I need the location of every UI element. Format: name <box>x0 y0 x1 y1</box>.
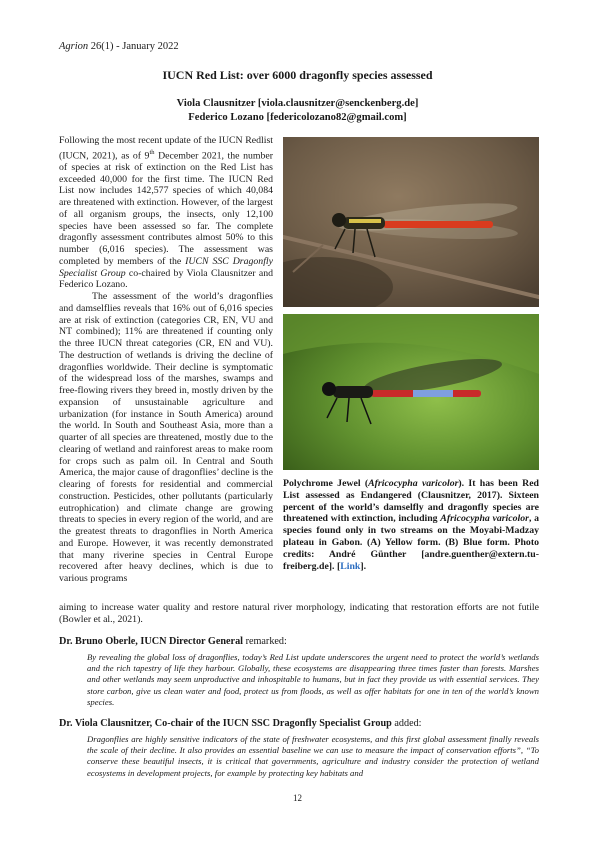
body-column <box>59 135 273 585</box>
caption-part-c: , a species found only in two streams on the Moyabi-Madzay plateau in Gabon. (A) Yellow form. (B) Blue form. Photo credits: André Günther [andre.guenther@extern.tu-freiberg.de]. [ <box>283 513 540 572</box>
figure-caption <box>283 478 539 572</box>
quote-2-verb: added: <box>391 718 422 729</box>
caption-link[interactable]: Link <box>340 560 361 572</box>
issue-info: 26(1) - January 2022 <box>88 41 179 52</box>
photo-yellow-form <box>283 137 539 307</box>
specialist-group-name: IUCN SSC Dragonfly Specialist Group <box>59 255 273 279</box>
journal-name: Agrion <box>59 41 89 52</box>
paragraph-1-part-b: December 2021, the number of species at risk of extinction on the Red List has exceeded 40,000 for the first time. The IUCN Red List now includes 142,577 species of which 40,084 are threatened with extinction. However, of the largest of all organism groups, the insects, only 12,100 species have been assessed so far. The complete dragonfly assessment contributes almost 50% to this number (6,016 species). The assessment was completed by members of the <box>59 150 273 267</box>
photo-blue-form <box>283 314 539 470</box>
date-superscript: th <box>149 148 155 156</box>
caption-species-name-2: Africocypha varicolor <box>440 513 529 525</box>
caption-part-d: ]. <box>360 560 367 572</box>
quote-1-speaker: Dr. Bruno Oberle, IUCN Director General <box>59 636 244 647</box>
page-number: 12 <box>293 793 302 803</box>
quote-2-text: Dragonflies are highly sensitive indicators of the state of freshwater ecosystems, and this first global assessment finally reveals the scale of their decline. It also provides an essential baseline we can use to measure the impact of conservation efforts”, “To conserve these beautiful insects, it is critical that governments, agriculture and industry consider the protection of wetland ecosystems in development projects, for example by protecting key habitats and <box>87 734 539 778</box>
paragraph-2: The assessment of the world’s dragonflies and damselflies reveals that 16% out of 6,016 species are at risk of extinction (categories CR, EN, VU and NT combined); 11% are threatened if counting only the three IUCN threat categories (CR, EN and VU). The destruction of wetlands is driving the decline of dragonflies worldwide. Their decline is symptomatic of the widespread loss of the marshes, swamps and free-flowing rivers they breed in, mostly driven by the expansion of unsustainable agriculture and urbanization (for instance in South America) around the world. In South and Southeast Asia, more than a quarter of all species are threatened, mostly due to the clearing of wetland and rainforest areas to make room for crops such as palm oil. In Central and South America, the major cause of dragonflies’ decline is the clearing of forests for residential and commercial construction. Pesticides, other pollutants (particularly eutrophication) and climate change are growing threats to species in every region of the world, and are the greatest threats to dragonflies in North America and Europe. However, it was recently demonstrated that many riverine species in Central Europe recovered after heavy declines, which is due to various programs <box>59 291 273 585</box>
caption-species-name: Africocypha varicolor <box>368 478 459 489</box>
author-1: Viola Clausnitzer [viola.clausnitzer@senckenberg.de] <box>176 98 419 109</box>
author-2: Federico Lozano [federicolozano82@gmail.com] <box>188 112 407 123</box>
caption-part-b: ). It has been Red List assessed as Endangered (Clausnitzer, 2017). Sixteen percent of the world’s damselfly and dragonfly species are threatened with extinction, including <box>283 478 539 525</box>
quote-1-text: By revealing the global loss of dragonflies, today’s Red List update underscores the urgent need to protect the world’s wetlands and the rich tapestry of life they harbour. Globally, these ecosystems are disappearing three times faster than forests. Marshes and other wetlands may seem unproductive and inhospitable to humans, but in fact they provide us with essential services. They store carbon, give us clean water and food, protect us from floods, as well as offer habitats for one in ten of the world’s known species. <box>87 652 539 707</box>
running-head <box>59 41 179 52</box>
author-list <box>0 97 595 125</box>
paragraph-1 <box>59 135 273 291</box>
paragraph-2-continued: aiming to increase water quality and restore natural river morphology, indicating that restoration efforts are not futile (Bowler et al., 2021). <box>59 602 539 625</box>
quote-1-heading <box>59 636 287 647</box>
quote-2-speaker: Dr. Viola Clausnitzer, Co-chair of the IUCN SSC Dragonfly Specialist Group <box>59 718 392 729</box>
dragonfly-yellow-image <box>283 137 539 307</box>
quote-2-heading <box>59 718 422 729</box>
paragraph-1-part-a: Following the most recent update of the IUCN Redlist (IUCN, 2021), as of 9 <box>59 135 273 162</box>
caption-part-a: Polychrome Jewel ( <box>283 478 369 489</box>
quote-1-verb: remarked: <box>243 636 287 647</box>
dragonfly-blue-image <box>283 314 539 470</box>
paragraph-1-part-c: co-chaired by Viola Clausnitzer and Federico Lozano. <box>59 267 274 291</box>
article-title: IUCN Red List: over 6000 dragonfly species assessed <box>162 68 433 82</box>
